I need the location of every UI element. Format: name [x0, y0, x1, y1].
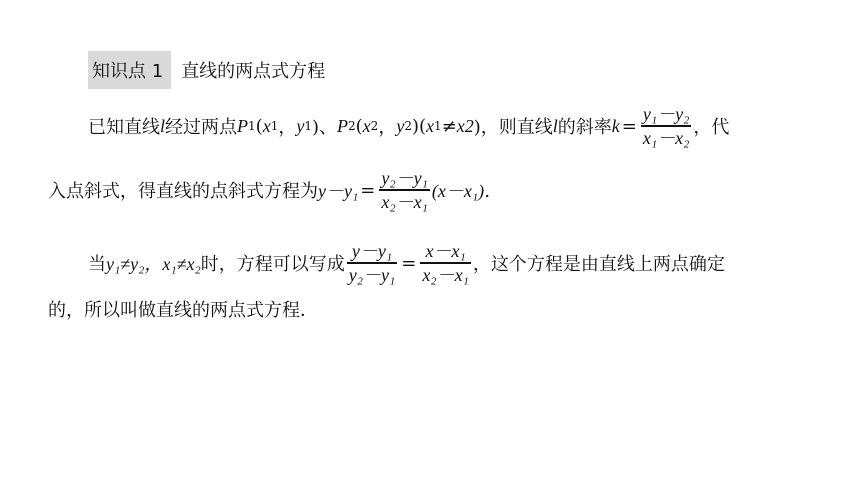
var-l: l — [552, 115, 558, 136]
fraction-numerator: y₁－y₂ — [642, 104, 690, 125]
two-point-fraction-y — [347, 240, 398, 286]
var-k: k — [611, 115, 620, 136]
fraction-numerator: y－y₁ — [351, 241, 393, 262]
fraction-numerator: x－x₁ — [425, 241, 466, 262]
var-x: x — [362, 115, 371, 136]
fraction-denominator: x₂－x₁ — [381, 191, 428, 212]
var-y: y — [296, 115, 305, 136]
two-point-fraction-x — [420, 240, 471, 286]
slope-fraction — [379, 167, 430, 213]
section-title: 直线的两点式方程 — [181, 61, 326, 82]
point-p2: P — [337, 115, 348, 136]
comma: ， — [378, 117, 397, 138]
equals-sign: = — [621, 115, 637, 137]
paren: ( — [355, 115, 363, 137]
equation-lhs: y－y₁ — [318, 181, 359, 201]
text: 当 — [88, 254, 106, 275]
text: 经过两点 — [165, 117, 238, 138]
paragraph-4-line — [48, 296, 318, 322]
paragraph-1-line: 已知直线 l 经过两点 P 1 ( x 1 ， y 1 )、 P 2 ( x 2 ， y 2 )( x 1 ≠ x2 )，则直线 l 的斜率 k = $\frac{\text{y₁－y₂}}{\text{x₁－x₂}}$ ，代 — [88, 104, 730, 148]
paren: ( — [255, 115, 263, 137]
paragraph-2-line — [48, 165, 502, 215]
text: 的，所以叫做直线的两点式方程． — [48, 300, 318, 321]
equals-sign: = — [360, 179, 376, 201]
var-x: x — [426, 115, 434, 136]
text: 的斜率 — [557, 117, 612, 138]
var-x2: x2 — [456, 115, 474, 136]
slope-fraction — [641, 103, 692, 149]
knowledge-point-tag: 知识点 1 — [88, 51, 171, 89]
text: ，这个方程是由直线上两点确定 — [472, 254, 725, 275]
var-x: x — [262, 115, 271, 136]
fraction-numerator: y₂－y₁ — [381, 168, 428, 189]
comma: ， — [278, 117, 297, 138]
point-p1: P — [237, 115, 249, 136]
equals-sign: = — [401, 252, 417, 274]
var-y: y — [396, 115, 405, 136]
var-l: l — [160, 115, 166, 136]
text: 时，方程可以写成 — [200, 254, 345, 275]
text: 入点斜式，得直线的点斜式方程为 — [48, 181, 318, 202]
text: ，代 — [693, 117, 730, 138]
fraction-denominator: y₂－y₁ — [348, 264, 396, 285]
text: )，则直线 — [473, 117, 553, 138]
fraction-denominator: x₂－x₁ — [422, 264, 469, 285]
condition: y₁≠y₂，x₁≠x₂ — [106, 254, 201, 274]
equation-rhs: (x－x₁)． — [431, 181, 503, 201]
neq-sign: ≠ — [441, 115, 457, 137]
fraction-denominator: x₁－x₂ — [642, 127, 690, 148]
text: 已知直线 — [88, 117, 160, 138]
paren: )( — [411, 115, 426, 137]
paren: )、 — [311, 117, 337, 138]
paragraph-3-line — [88, 238, 725, 288]
section-heading — [88, 52, 335, 88]
